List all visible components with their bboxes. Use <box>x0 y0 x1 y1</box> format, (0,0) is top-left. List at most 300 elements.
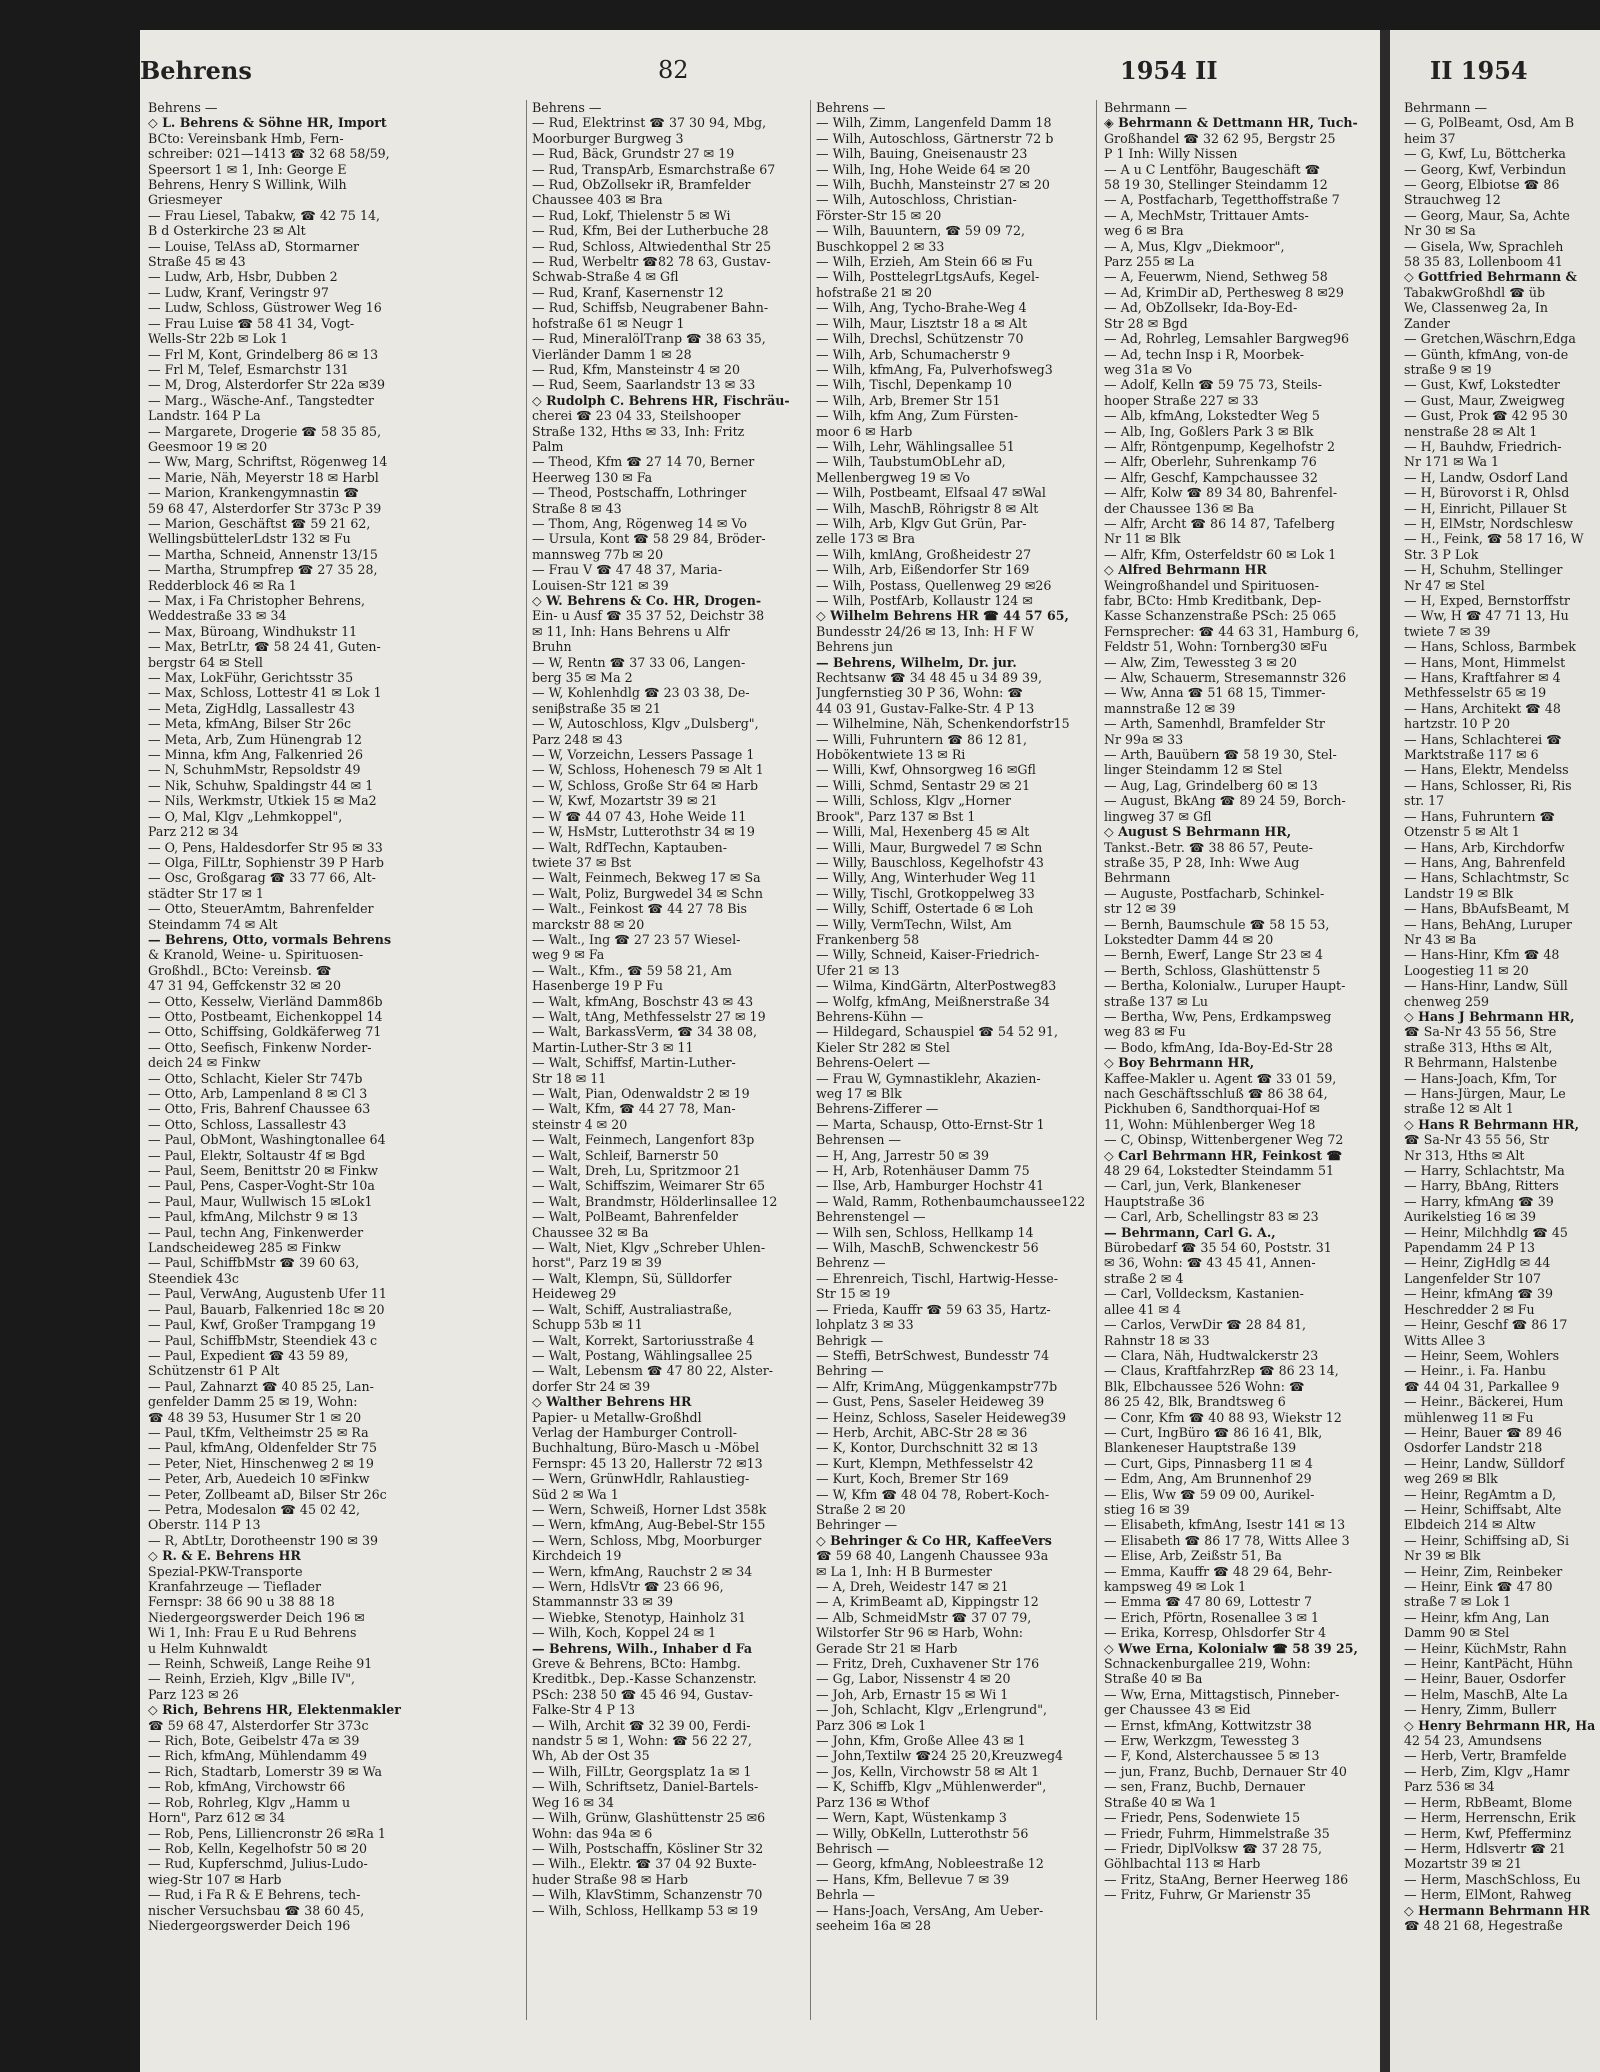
directory-entry-line: — Gg, Labor, Nissenstr 4 ✉ 20 <box>816 1671 1011 1687</box>
directory-entry-line: — F, Kond, Alsterchaussee 5 ✉ 13 <box>1104 1748 1320 1764</box>
directory-entry-line: ✉ 36, Wohn: ☎ 43 45 41, Annen- <box>1104 1255 1316 1271</box>
directory-entry-line: ☎ 48 39 53, Husumer Str 1 ✉ 20 <box>148 1409 362 1425</box>
directory-entry-line: Str. 3 P Lok <box>1404 546 1479 562</box>
directory-entry-line: Förster-Str 15 ✉ 20 <box>816 207 942 223</box>
directory-entry-line: — Wilh, Postass, Quellenweg 29 ✉26 <box>816 577 1052 593</box>
directory-entry-line: Behrens — <box>532 100 602 115</box>
directory-entry-line: stieg 16 ✉ 39 <box>1104 1501 1190 1517</box>
directory-entry-line: — Rud, Elektrinst ☎ 37 30 94, Mbg, <box>532 115 767 131</box>
directory-entry-line: — jun, Franz, Buchb, Dernauer Str 40 <box>1104 1763 1347 1779</box>
directory-entry-line: — Kurt, Klempn, Methfesselstr 42 <box>816 1455 1034 1471</box>
directory-entry-line: — Georg, Elbiotse ☎ 86 <box>1404 177 1560 193</box>
directory-entry-line: twiete 37 ✉ Bst <box>532 854 632 870</box>
directory-entry-line: Marktstraße 117 ✉ 6 <box>1404 747 1539 763</box>
directory-entry-line: — Wilh, Ang, Tycho-Brahe-Weg 4 <box>816 300 1027 316</box>
column-divider <box>1096 100 1097 2020</box>
directory-entry-line: — Walt, Feinmech, Bekweg 17 ✉ Sa <box>532 870 761 886</box>
directory-entry-line: Kaffee-Makler u. Agent ☎ 33 01 59, <box>1104 1070 1337 1086</box>
directory-entry-line: BCto: Vereinsbank Hmb, Fern- <box>148 130 344 146</box>
directory-entry-line: cherei ☎ 23 04 33, Steilshooper <box>532 408 741 424</box>
directory-entry-line: — Herm, Hdlsvertr ☎ 21 <box>1404 1840 1566 1856</box>
directory-entry-line: 58 35 83, Lollenboom 41 <box>1404 254 1563 270</box>
directory-entry-line: — Rud, MineralölTranp ☎ 38 63 35, <box>532 331 766 347</box>
directory-entry-line: — Rich, Stadtarb, Lomerstr 39 ✉ Wa <box>148 1763 383 1779</box>
directory-entry-line: — Wilh, Arb, Bremer Str 151 <box>816 392 1001 408</box>
running-head-year: 1954 II <box>1120 56 1218 85</box>
directory-entry-line: Speersort 1 ✉ 1, Inh: George E <box>148 161 347 177</box>
directory-entry-line: — Hans, BbAufsBeamt, M <box>1404 901 1570 917</box>
directory-entry-line: — Elisabeth ☎ 86 17 78, Witts Allee 3 <box>1104 1532 1350 1548</box>
directory-entry-line: — W, Kwf, Mozartstr 39 ✉ 21 <box>532 793 718 809</box>
directory-entry-line: — Walt, kfmAng, Boschstr 43 ✉ 43 <box>532 993 754 1009</box>
directory-entry-line: — Jos, Kelln, Virchowstr 58 ✉ Alt 1 <box>816 1763 1040 1779</box>
directory-entry-line: ◇ Carl Behrmann HR, Feinkost ☎ <box>1104 1147 1343 1163</box>
directory-entry-line: — Hans, BehAng, Luruper <box>1404 916 1572 932</box>
directory-entry-line: — Heinr, Bauer ☎ 89 46 <box>1404 1424 1562 1440</box>
directory-entry-line: — Heinr, kfmAng ☎ 39 <box>1404 1286 1554 1302</box>
directory-entry-line: — Friedr, Pens, Sodenwiete 15 <box>1104 1810 1301 1826</box>
directory-entry-line: straße 313, Hths ✉ Alt, <box>1404 1039 1553 1055</box>
directory-entry-line: Parz 255 ✉ La <box>1104 254 1195 270</box>
directory-entry-line: — Walt, Schleif, Barnerstr 50 <box>532 1147 719 1163</box>
directory-entry-line: 42 54 23, Amundsens <box>1404 1733 1542 1749</box>
directory-entry-line: — Ad, ObZollsekr, Ida-Boy-Ed- <box>1104 300 1298 316</box>
directory-entry-line: — Auguste, Postfacharb, Schinkel- <box>1104 885 1325 901</box>
directory-entry-line: — Walt., Kfm., ☎ 59 58 21, Am <box>532 962 732 978</box>
directory-entry-line: Geesmoor 19 ✉ 20 <box>148 438 268 454</box>
directory-entry-line: — Heinr., Bäckerei, Hum <box>1404 1394 1564 1410</box>
directory-entry-line: — Hans, Schlosser, Ri, Ris <box>1404 777 1572 793</box>
directory-entry-line: heim 37 <box>1404 130 1456 146</box>
directory-entry-line: Straße 45 ✉ 43 <box>148 254 246 270</box>
directory-entry-line: & Kranold, Weine- u. Spirituosen- <box>148 947 364 963</box>
directory-entry-line: Niedergeorgswerder Deich 196 ✉ <box>148 1609 365 1625</box>
directory-entry-line: Großhdl., BCto: Vereinsb. ☎ <box>148 962 332 978</box>
directory-entry-line: — Wern, kfmAng, Rauchstr 2 ✉ 34 <box>532 1563 753 1579</box>
directory-entry-line: Schützenstr 61 P Alt <box>148 1363 280 1379</box>
directory-entry-line: — Elisabeth, kfmAng, Isestr 141 ✉ 13 <box>1104 1517 1346 1533</box>
directory-entry-line: — Rob, Rohrleg, Klgv „Hamm u <box>148 1794 351 1810</box>
directory-entry-line: — Herb, Archit, ABC-Str 28 ✉ 36 <box>816 1424 1028 1440</box>
directory-entry-line: — Wilh, Arb, Schumacherstr 9 <box>816 346 1011 362</box>
directory-entry-line: Behrla — <box>816 1887 875 1903</box>
directory-entry-line: — Rud, Seem, Saarlandstr 13 ✉ 33 <box>532 377 756 393</box>
directory-entry-line: — Georg, Maur, Sa, Achte <box>1404 207 1570 223</box>
directory-entry-line: Bürobedarf ☎ 35 54 60, Poststr. 31 <box>1104 1240 1332 1256</box>
directory-entry-line: str. 17 <box>1404 793 1445 809</box>
directory-entry-line: — Hildegard, Schauspiel ☎ 54 52 91, <box>816 1024 1059 1040</box>
directory-entry-line: Jungfernstieg 30 P 36, Wohn: ☎ <box>816 685 1024 701</box>
directory-entry-line: — Gisela, Ww, Sprachleh <box>1404 238 1564 254</box>
directory-entry-line: kampsweg 49 ✉ Lok 1 <box>1104 1579 1247 1594</box>
directory-entry-line: — O, Mal, Klgv „Lehmkoppel", <box>148 808 343 824</box>
directory-entry-line: ◇ L. Behrens & Söhne HR, Import <box>148 115 387 131</box>
directory-entry-line: lingweg 37 ✉ Gfl <box>1104 808 1212 824</box>
directory-entry-line: Nr 39 ✉ Blk <box>1404 1548 1481 1564</box>
directory-entry-line: Kreditbk., Dep.-Kasse Schanzenstr. <box>532 1671 757 1687</box>
directory-entry-line: Nr 11 ✉ Blk <box>1104 531 1181 547</box>
directory-entry-line: — Willy, Schiff, Ostertade 6 ✉ Loh <box>816 901 1034 917</box>
directory-entry-line: Blk, Elbchaussee 526 Wohn: ☎ <box>1104 1378 1305 1394</box>
directory-entry-line: — Wilh, Bauuntern, ☎ 59 09 72, <box>816 223 1026 239</box>
directory-entry-line: — G, PolBeamt, Osd, Am B <box>1404 115 1575 131</box>
directory-entry-line: ◇ Henry Behrmann HR, Ha <box>1404 1717 1596 1733</box>
directory-entry-line: — Heinr, Geschf ☎ 86 17 <box>1404 1317 1568 1333</box>
directory-entry-line: — Wilh., Elektr. ☎ 37 04 92 Buxte- <box>532 1856 757 1872</box>
directory-entry-line: — Rud, Lokf, Thielenstr 5 ✉ Wi <box>532 207 731 223</box>
directory-entry-line: chenweg 259 <box>1404 993 1490 1009</box>
directory-entry-line: — Wilh, Archit ☎ 32 39 00, Ferdi- <box>532 1717 751 1733</box>
directory-entry-line: Wells-Str 22b ✉ Lok 1 <box>148 331 289 347</box>
directory-entry-line: — Wilh, kfmAng, Fa, Pulverhofsweg3 <box>816 361 1053 377</box>
directory-entry-line: — Walt, Dreh, Lu, Spritzmoor 21 <box>532 1163 741 1179</box>
directory-entry-line: weg 6 ✉ Bra <box>1104 223 1184 239</box>
directory-entry-line: — Paul, kfmAng, Oldenfelder Str 75 <box>148 1440 378 1456</box>
directory-entry-line: — W, Rentn ☎ 37 33 06, Langen- <box>532 654 746 670</box>
directory-entry-line: — Steffi, BetrSchwest, Bundesstr 74 <box>816 1347 1050 1363</box>
directory-entry-line: Str 28 ✉ Bgd <box>1104 315 1188 331</box>
directory-entry-line: — Hans, Schlachtmstr, Sc <box>1404 870 1570 886</box>
directory-entry-line: Heerweg 130 ✉ Fa <box>532 469 653 485</box>
directory-entry-line: — Peter, Zollbeamt aD, Bilser Str 26c <box>148 1486 387 1502</box>
directory-entry-line: Heideweg 29 <box>532 1286 617 1302</box>
directory-entry-line: allee 41 ✉ 4 <box>1104 1301 1182 1317</box>
directory-entry-line: — W, Kohlenhdlg ☎ 23 03 38, De- <box>532 685 750 701</box>
directory-entry-line: wieg-Str 107 ✉ Harb <box>148 1871 282 1887</box>
directory-entry-line: — Otto, Seefisch, Finkenw Norder- <box>148 1039 372 1055</box>
directory-entry-line: Behrmann — <box>1404 100 1488 115</box>
directory-entry-line: — Paul, kfmAng, Milchstr 9 ✉ 13 <box>148 1209 358 1225</box>
directory-entry-line: — Hans, Architekt ☎ 48 <box>1404 700 1561 716</box>
directory-entry-line: — Frau V ☎ 47 48 37, Maria- <box>532 562 723 578</box>
directory-entry-line: — Heinr, RegAmtm a D, <box>1404 1486 1557 1502</box>
directory-entry-line: — Heinr, kfm Ang, Lan <box>1404 1609 1550 1625</box>
directory-entry-line: — Erika, Korresp, Ohlsdorfer Str 4 <box>1104 1625 1327 1641</box>
directory-entry-line: PSch: 238 50 ☎ 45 46 94, Gustav- <box>532 1686 753 1702</box>
directory-entry-line: Behrmann <box>1104 870 1171 886</box>
directory-entry-line: — Margarete, Drogerie ☎ 58 35 85, <box>148 423 382 439</box>
directory-entry-line: — W, Vorzeichn, Lessers Passage 1 <box>532 747 755 763</box>
directory-entry-line: Otzenstr 5 ✉ Alt 1 <box>1404 824 1520 840</box>
directory-entry-line: — Clara, Näh, Hudtwalckerstr 23 <box>1104 1347 1319 1363</box>
directory-entry-line: Str 18 ✉ 11 <box>532 1070 607 1086</box>
directory-entry-line: — Gretchen,Wäschrn,Edga <box>1404 331 1576 347</box>
directory-entry-line: Straße 40 ✉ Wa 1 <box>1104 1794 1218 1810</box>
directory-entry-line: — Emma ☎ 47 80 69, Lottestr 7 <box>1104 1594 1313 1610</box>
directory-entry-line: — Harry, kfmAng ☎ 39 <box>1404 1193 1554 1209</box>
directory-entry-line: — Max, i Fa Christopher Behrens, <box>148 593 365 608</box>
directory-entry-line: — Ehrenreich, Tischl, Hartwig-Hesse- <box>816 1270 1059 1286</box>
directory-entry-line: — Alw, Zim, Tewessteg 3 ✉ 20 <box>1104 654 1297 670</box>
directory-entry-line: straße 12 ✉ Alt 1 <box>1404 1101 1514 1117</box>
directory-entry-line: — Ludw, Arb, Hsbr, Dubben 2 <box>148 269 338 285</box>
directory-entry-line: — Peter, Arb, Auedeich 10 ✉Finkw <box>148 1471 370 1487</box>
directory-entry-line: — Heinr, KüchMstr, Rahn <box>1404 1640 1567 1656</box>
directory-entry-line: — Alb, SchmeidMstr ☎ 37 07 79, <box>816 1609 1032 1625</box>
directory-entry-line: — Paul, Zahnarzt ☎ 40 85 25, Lan- <box>148 1378 374 1394</box>
directory-entry-line: — Peter, Niet, Hinschenweg 2 ✉ 19 <box>148 1455 374 1471</box>
column-divider <box>526 100 527 2020</box>
directory-entry-line: Straße 8 ✉ 43 <box>532 500 622 516</box>
directory-entry-line: — Gust, Prok ☎ 42 95 30 <box>1404 408 1568 424</box>
directory-entry-line: ✉ 11, Inh: Hans Behrens u Alfr <box>532 623 730 639</box>
directory-entry-line: — Wilma, KindGärtn, AlterPostweg83 <box>816 978 1057 994</box>
directory-entry-line: — Heinr, Zim, Reinbeker <box>1404 1563 1563 1579</box>
running-head-surname: Behrens <box>140 56 252 85</box>
directory-entry-line: — W, HsMstr, Lutterothstr 34 ✉ 19 <box>532 824 755 840</box>
directory-entry-line: — W, Schloss, Große Str 64 ✉ Harb <box>532 777 759 793</box>
directory-entry-line: — Theod, Postschaffn, Lothringer <box>532 485 747 501</box>
directory-entry-line: — Wilh, Postbeamt, Elfsaal 47 ✉Wal <box>816 485 1046 501</box>
directory-entry-line: — Otto, Schloss, Lassallestr 43 <box>148 1116 347 1132</box>
directory-entry-line: Martin-Luther-Str 3 ✉ 11 <box>532 1039 694 1055</box>
directory-entry-line: — K, Schiffb, Klgv „Mühlenwerder", <box>816 1779 1047 1795</box>
directory-entry-line: — Bodo, kfmAng, Ida-Boy-Ed-Str 28 <box>1104 1039 1333 1055</box>
directory-entry-line: — Arth, Samenhdl, Bramfelder Str <box>1104 716 1325 732</box>
directory-entry-line: — A, Mus, Klgv „Diekmoor", <box>1104 238 1285 254</box>
directory-entry-line: — Paul, Elektr, Soltaustr 4f ✉ Bgd <box>148 1147 366 1163</box>
directory-entry-line: — Walt, tAng, Methfesselstr 27 ✉ 19 <box>532 1008 766 1024</box>
directory-entry-line: — Heinr, Schiffsing aD, Si <box>1404 1532 1570 1548</box>
directory-entry-line: Straße 2 ✉ 20 <box>816 1501 906 1517</box>
directory-entry-line: — Wilh, PostfArb, Kollaustr 124 ✉ <box>816 593 1033 608</box>
directory-entry-line: — Wilhelmine, Näh, Schenkendorfstr15 <box>816 716 1070 732</box>
directory-entry-line: — Paul, tKfm, Veltheimstr 25 ✉ Ra <box>148 1424 369 1440</box>
directory-entry-line: — W, Schloss, Hohenesch 79 ✉ Alt 1 <box>532 762 764 778</box>
directory-entry-line: — Max, Schloss, Lottestr 41 ✉ Lok 1 <box>148 685 382 701</box>
directory-entry-line: lohplatz 3 ✉ 33 <box>816 1317 914 1333</box>
directory-entry-line: — Marta, Schausp, Otto-Ernst-Str 1 <box>816 1116 1045 1132</box>
directory-entry-line: Parz 123 ✉ 26 <box>148 1686 239 1702</box>
directory-entry-line: Parz 306 ✉ Lok 1 <box>816 1717 927 1733</box>
directory-entry-line: mannsweg 77b ✉ 20 <box>532 546 664 562</box>
directory-entry-line: — Gust, Pens, Saseler Heideweg 39 <box>816 1394 1045 1410</box>
directory-entry-line: ☎ Sa-Nr 43 55 56, Str <box>1404 1132 1549 1148</box>
directory-entry-line: — Heinr., i. Fa. Hanbu <box>1404 1363 1547 1379</box>
directory-entry-line: — Ilse, Arb, Hamburger Hochstr 41 <box>816 1178 1045 1194</box>
directory-entry-line: Blankeneser Hauptstraße 139 <box>1104 1440 1297 1456</box>
directory-entry-line: Nr 43 ✉ Ba <box>1404 931 1477 947</box>
directory-entry-line: Parz 212 ✉ 34 <box>148 824 239 840</box>
directory-entry-line: — Heinr, Landw, Sülldorf <box>1404 1455 1565 1471</box>
directory-entry-line: — Hans, Elektr, Mendelss <box>1404 762 1569 778</box>
directory-entry-line: Behringer — <box>816 1517 898 1533</box>
next-page-running-head-year: II 1954 <box>1430 56 1528 85</box>
directory-entry-line: Falke-Str 4 P 13 <box>532 1702 635 1718</box>
directory-entry-line: Hobökentwiete 13 ✉ Ri <box>816 747 966 763</box>
directory-entry-line: — Frau Liesel, Tabakw, ☎ 42 75 14, <box>148 207 380 223</box>
directory-entry-line: Langenfelder Str 107 <box>1404 1270 1542 1286</box>
directory-entry-line: Mozartstr 39 ✉ 21 <box>1404 1856 1522 1872</box>
directory-entry-line: — K, Kontor, Durchschnitt 32 ✉ 13 <box>816 1440 1038 1456</box>
directory-entry-line: — H, Schuhm, Stellinger <box>1404 562 1563 578</box>
directory-entry-line: — Frl M, Telef, Esmarchstr 131 <box>148 361 349 377</box>
directory-entry-line: — Rud, Schiffsb, Neugrabener Bahn- <box>532 300 769 316</box>
directory-entry-line: — Paul, SchiffbMstr, Steendiek 43 c <box>148 1332 378 1348</box>
directory-entry-line: 47 31 94, Geffckenstr 32 ✉ 20 <box>148 978 341 994</box>
directory-entry-line: 48 29 64, Lokstedter Steindamm 51 <box>1104 1163 1335 1179</box>
directory-entry-line: — H, Exped, Bernstorffstr <box>1404 593 1570 608</box>
directory-entry-line: — Alb, kfmAng, Lokstedter Weg 5 <box>1104 408 1320 424</box>
directory-entry-line: — Otto, Kesselw, Vierländ Damm86b <box>148 993 383 1009</box>
book-gutter <box>1380 30 1390 2072</box>
directory-entry-line: — Helm, MaschB, Alte La <box>1404 1686 1568 1702</box>
directory-entry-line: — Heinr, Schiffsabt, Alte <box>1404 1501 1562 1517</box>
directory-entry-line: — Rob, Kelln, Kegelhofstr 50 ✉ 20 <box>148 1840 368 1856</box>
directory-entry-line: — Rud, TranspArb, Esmarchstraße 67 <box>532 161 776 177</box>
directory-entry-line: — Hans-Hinr, Landw, Süll <box>1404 978 1568 994</box>
directory-entry-line: — Ernst, kfmAng, Kottwitzstr 38 <box>1104 1717 1312 1733</box>
directory-entry-line: ◇ Behringer & Co HR, KaffeeVers <box>816 1532 1052 1548</box>
directory-entry-line: ◇ Wilhelm Behrens HR ☎ 44 57 65, <box>816 608 1069 624</box>
directory-entry-line: Griesmeyer <box>148 192 223 208</box>
directory-entry-line: — Alw, Schauerm, Stresemannstr 326 <box>1104 670 1347 686</box>
directory-entry-line: — Wilh, Grünw, Glashüttenstr 25 ✉6 <box>532 1810 766 1826</box>
directory-entry-line: — G, Kwf, Lu, Böttcherka <box>1404 146 1566 162</box>
directory-entry-line: — Rud, Kfm, Mansteinstr 4 ✉ 20 <box>532 361 741 377</box>
directory-entry-line: — Wilh, Ing, Hohe Weide 64 ✉ 20 <box>816 161 1031 177</box>
directory-entry-line: ◇ August S Behrmann HR, <box>1104 824 1292 840</box>
directory-entry-line: — Frl M, Kont, Grindelberg 86 ✉ 13 <box>148 346 379 362</box>
directory-entry-line: Behrensen — <box>816 1132 902 1148</box>
directory-entry-line: Rechtsanw ☎ 34 48 45 u 34 89 39, <box>816 670 1042 686</box>
directory-entry-line: — Wern, GrünwHdlr, Rahlaustieg- <box>532 1471 750 1487</box>
directory-entry-line: horst", Parz 19 ✉ 39 <box>532 1255 662 1271</box>
directory-entry-line: hooper Straße 227 ✉ 33 <box>1104 392 1259 408</box>
directory-entry-line: — Walt, Lebensm ☎ 47 80 22, Alster- <box>532 1363 774 1379</box>
directory-entry-line: — Edm, Ang, Am Brunnenhof 29 <box>1104 1471 1312 1487</box>
directory-entry-line: — John, Kfm, Große Allee 43 ✉ 1 <box>816 1733 1026 1749</box>
directory-entry-line: — Martha, Schneid, Annenstr 13/15 <box>148 546 378 562</box>
directory-column-5-next-page <box>1404 100 1600 2020</box>
directory-entry-line: — Aug, Lag, Grindelberg 60 ✉ 13 <box>1104 777 1318 793</box>
directory-entry-line: genfelder Damm 25 ✉ 19, Wohn: <box>148 1394 358 1410</box>
directory-entry-line: — Meta, ZigHdlg, Lassallestr 43 <box>148 700 355 716</box>
directory-entry-line: — Wilh, KlavStimm, Schanzenstr 70 <box>532 1887 763 1903</box>
directory-entry-line: Süd 2 ✉ Wa 1 <box>532 1486 619 1502</box>
directory-entry-line: — Wilh, MaschB, Schwenckestr 56 <box>816 1240 1039 1256</box>
directory-entry-line: — Carl, jun, Verk, Blankeneser <box>1104 1178 1301 1194</box>
directory-entry-line: — H, Bauhdw, Friedrich- <box>1404 438 1562 454</box>
directory-entry-line: — Walt, Niet, Klgv „Schreber Uhlen- <box>532 1240 766 1256</box>
directory-entry-line: weg 31a ✉ Vo <box>1104 361 1192 377</box>
directory-entry-line: Oberstr. 114 P 13 <box>148 1517 261 1533</box>
directory-entry-line: — Ludw, Kranf, Veringstr 97 <box>148 284 329 300</box>
directory-entry-line: — Walt, Schiffszim, Weimarer Str 65 <box>532 1178 765 1194</box>
directory-entry-line: u Helm Kuhnwaldt <box>148 1640 268 1656</box>
directory-entry-line: Greve & Behrens, BCto: Hambg. <box>532 1656 741 1672</box>
directory-entry-line: — Paul, ObMont, Washingtonallee 64 <box>148 1132 386 1148</box>
directory-entry-line: Bruhn <box>532 639 572 655</box>
directory-entry-line: — Wolfg, kfmAng, Meißnerstraße 34 <box>816 993 1050 1009</box>
directory-entry-line: Fernspr: 38 66 90 u 38 88 18 <box>148 1594 335 1610</box>
directory-entry-line: — Rud, Kranf, Kasernenstr 12 <box>532 284 724 300</box>
directory-entry-line: seniβstraße 35 ✉ 21 <box>532 700 661 716</box>
directory-entry-line: — Paul, Expedient ☎ 43 59 89, <box>148 1347 349 1363</box>
directory-entry-line: nandstr 5 ✉ 1, Wohn: ☎ 56 22 27, <box>532 1733 752 1749</box>
directory-entry-line: Strauchweg 12 <box>1404 192 1501 208</box>
directory-entry-line: — Rud, Kfm, Bei der Lutherbuche 28 <box>532 223 769 239</box>
directory-entry-line: Louisen-Str 121 ✉ 39 <box>532 577 669 593</box>
directory-entry-line: — Alfr, Oberlehr, Suhrenkamp 76 <box>1104 454 1317 470</box>
directory-entry-line: — Walt, Postang, Wählingsallee 25 <box>532 1347 753 1363</box>
directory-entry-line: Landscheideweg 285 ✉ Finkw <box>148 1240 341 1256</box>
directory-entry-line: — Carl, Arb, Schellingstr 83 ✉ 23 <box>1104 1209 1319 1225</box>
directory-entry-line: — Wilh, MaschB, Röhrigstr 8 ✉ Alt <box>816 500 1039 516</box>
directory-entry-line: Mellenbergweg 19 ✉ Vo <box>816 469 970 485</box>
directory-entry-line: — Walt, BarkassVerm, ☎ 34 38 08, <box>532 1024 758 1040</box>
directory-entry-line: — Willi, Schloss, Klgv „Horner <box>816 793 1012 809</box>
directory-entry-line: — Frau Luise ☎ 58 41 34, Vogt- <box>148 315 355 331</box>
directory-entry-line: ✉ La 1, Inh: H B Burmester <box>816 1563 992 1579</box>
directory-entry-line: ◇ Rich, Behrens HR, Elektenmakler <box>148 1702 401 1718</box>
directory-entry-line: — Max, BetrLtr, ☎ 58 24 41, Guten- <box>148 639 381 655</box>
directory-entry-line: Papendamm 24 P 13 <box>1404 1240 1536 1256</box>
directory-entry-line: Weingroßhandel und Spirituosen- <box>1104 577 1319 593</box>
directory-entry-line: P 1 Inh: Willy Nissen <box>1104 146 1238 162</box>
directory-entry-line: ◇ W. Behrens & Co. HR, Drogen- <box>532 593 762 608</box>
directory-entry-line: — Willy, Tischl, Grotkoppelweg 33 <box>816 885 1035 901</box>
directory-entry-line: — A, MechMstr, Trittauer Amts- <box>1104 207 1309 223</box>
directory-entry-line: — Otto, Arb, Lampenland 8 ✉ Cl 3 <box>148 1086 368 1101</box>
directory-entry-line: ☎ 59 68 47, Alsterdorfer Str 373c <box>148 1717 369 1733</box>
directory-entry-line: — Marion, Geschäftst ☎ 59 21 62, <box>148 515 371 531</box>
directory-entry-line: — Bertha, Ww, Pens, Erdkampsweg <box>1104 1008 1332 1024</box>
directory-entry-line: — Wilh, Lehr, Wählingsallee 51 <box>816 438 1015 454</box>
directory-entry-line: — Otto, Schiffsing, Goldkäferweg 71 <box>148 1024 382 1040</box>
directory-entry-line: berg 35 ✉ Ma 2 <box>532 670 633 686</box>
directory-entry-line: — Heinr, Seem, Wohlers <box>1404 1347 1560 1363</box>
directory-entry-line: — W ☎ 44 07 43, Hohe Weide 11 <box>532 808 747 824</box>
directory-entry-line: straße 35, P 28, Inh: Wwe Aug <box>1104 854 1300 870</box>
directory-entry-line: — Wilh, Zimm, Langenfeld Damm 18 <box>816 115 1052 131</box>
directory-entry-line: — sen, Franz, Buchb, Dernauer <box>1104 1779 1306 1795</box>
directory-entry-line: — Rud, Werbeltr ☎82 78 63, Gustav- <box>532 254 771 270</box>
directory-entry-line: — Willy, Schneid, Kaiser-Friedrich- <box>816 947 1040 963</box>
directory-entry-line: der Chaussee 136 ✉ Ba <box>1104 500 1255 516</box>
directory-entry-line: Moorburger Burgweg 3 <box>532 130 684 146</box>
directory-entry-line: — Rich, Bote, Geibelstr 47a ✉ 39 <box>148 1733 360 1749</box>
directory-entry-line: — Hans, Ang, Bahrenfeld <box>1404 854 1566 870</box>
directory-entry-line: hofstraße 61 ✉ Neugr 1 <box>532 315 685 331</box>
directory-entry-line: Damm 90 ✉ Stel <box>1404 1625 1510 1641</box>
directory-entry-line: — Fritz, Fuhrw, Gr Marienstr 35 <box>1104 1887 1312 1903</box>
directory-entry-line: — Erich, Pförtn, Rosenallee 3 ✉ 1 <box>1104 1609 1320 1625</box>
directory-entry-line: — Ad, KrimDir aD, Perthesweg 8 ✉29 <box>1104 284 1344 300</box>
directory-entry-line: städter Str 17 ✉ 1 <box>148 885 264 901</box>
directory-entry-line: — Elise, Arb, Zeißstr 51, Ba <box>1104 1548 1282 1564</box>
directory-entry-line: — Rud, ObZollsekr iR, Bramfelder <box>532 177 751 193</box>
directory-entry-line: — Conr, Kfm ☎ 40 88 93, Wiekstr 12 <box>1104 1409 1342 1425</box>
directory-entry-line: ◈ Behrmann & Dettmann HR, Tuch- <box>1104 115 1358 131</box>
directory-entry-line: Heschredder 2 ✉ Fu <box>1404 1301 1535 1317</box>
directory-entry-line: Nr 171 ✉ Wa 1 <box>1404 454 1500 470</box>
directory-entry-line: Großhandel ☎ 32 62 95, Bergstr 25 <box>1104 130 1336 146</box>
directory-entry-line: — Wilh, Schloss, Hellkamp 53 ✉ 19 <box>532 1902 759 1918</box>
directory-entry-line: Straße 132, Hths ✉ 33, Inh: Fritz <box>532 423 745 439</box>
directory-entry-line: — Nils, Werkmstr, Utkiek 15 ✉ Ma2 <box>148 793 377 809</box>
directory-entry-line: — Alfr, Röntgenpump, Kegelhofstr 2 <box>1104 438 1336 454</box>
directory-entry-line: — John,Textilw ☎24 25 20,Kreuzweg4 <box>816 1748 1064 1764</box>
directory-entry-line: — Wilh, kfm Ang, Zum Fürsten- <box>816 408 1019 424</box>
directory-entry-line: Redderblock 46 ✉ Ra 1 <box>148 577 297 593</box>
directory-entry-line: — Georg, kfmAng, Nobleestraße 12 <box>816 1856 1044 1872</box>
directory-entry-line: — Marie, Näh, Meyerstr 18 ✉ Harbl <box>148 469 379 485</box>
directory-entry-line: — Hans, Mont, Himmelst <box>1404 654 1566 670</box>
directory-entry-line: bergstr 64 ✉ Stell <box>148 654 263 670</box>
directory-entry-line: — Paul, Kwf, Großer Trampgang 19 <box>148 1317 376 1333</box>
directory-entry-line: Behrisch — <box>816 1840 890 1856</box>
